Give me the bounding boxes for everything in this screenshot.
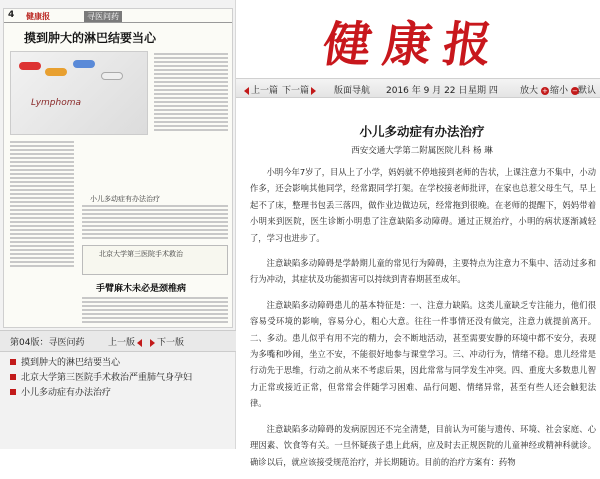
prev-edition-button[interactable]: 上一版 <box>108 335 144 348</box>
thumb-page-number: 4 <box>8 10 15 20</box>
next-article-button[interactable]: 下一篇 <box>282 83 318 96</box>
minus-icon: − <box>571 86 578 95</box>
article-author: 西安交通大学第二附属医院儿科 杨 琳 <box>351 146 493 156</box>
default-size-button[interactable]: 默认 <box>578 86 597 96</box>
article-title: 小儿多动症有办法治疗 <box>359 124 485 139</box>
paper-logo: 健康报 <box>319 17 508 73</box>
thumb-sub-headline[interactable]: 小儿多动症有办法治疗 <box>90 195 160 203</box>
paragraph: 小明今年7岁了，目从上了小学，妈妈就不停地接到老师的告状，上课注意力不集中，小动作多，还会影响其他同学，经常跟同学打架。在学校接老师批评，在家也总惹父母生气，早上起不了床，整理书包丢三落四，做作业边做边玩，经常拖到很晚。在老师的提醒下，妈妈带着小明来到医院，医生诊断小明患了注意缺陷多动障碍。通过正规治疗，小明的病状逐渐减轻了，学习也进步了。 <box>250 167 596 243</box>
paragraph: 注意缺陷多动障碍是学龄期儿童的常见行为障碍，主要特点为注意力不集中、活动过多和行为冲动，其症状及功能损害可以持续到青春期甚至成年。 <box>250 258 596 285</box>
thumb-sub-headline[interactable]: 北京大学第三医院手术救治 <box>99 250 183 258</box>
thumb-header <box>4 9 232 23</box>
toolbar <box>236 78 600 98</box>
issue-date: 2016 年 9 月 22 日 <box>386 86 468 96</box>
thumb-text-column <box>10 141 74 269</box>
pill-shape <box>45 68 67 76</box>
thumb-text-column <box>154 53 228 133</box>
article-list <box>0 354 236 399</box>
pill-shape <box>73 60 95 68</box>
thumb-photo <box>10 51 148 135</box>
thumb-text-column <box>82 205 228 241</box>
zoom-in-button[interactable]: 放大 + <box>520 86 548 96</box>
thumb-headline[interactable]: 摸到肿大的淋巴结要当心 <box>24 31 157 45</box>
pill-shape <box>101 72 123 80</box>
next-edition-button[interactable]: 下一版 <box>148 335 184 348</box>
article <box>244 100 600 467</box>
page-thumbnail[interactable] <box>3 8 233 328</box>
bullet-icon <box>10 359 16 365</box>
plus-icon: + <box>541 86 548 95</box>
zoom-out-button[interactable]: 缩小 − <box>550 86 578 96</box>
edition-nav <box>0 330 236 352</box>
thumb-paper-name: 健康报 <box>26 12 50 21</box>
edition-label: 第04版：寻医问药 <box>10 338 85 348</box>
list-item[interactable]: 小儿多动症有办法治疗 <box>0 384 236 399</box>
thumb-image-word: Lymphoma <box>31 98 81 108</box>
paragraph: 注意缺陷多动障碍的发病原因还不完全清楚，目前认为可能与遗传、环境、社会家庭、心理因素、饮食等有关。一旦怀疑孩子患上此病，应及时去正规医院的儿童神经或精神科就诊。确诊以后，就应该接受规范治疗，并长期随访。目前的治疗方案有：药物 <box>250 423 596 467</box>
paragraph: 注意缺陷多动障碍患儿的基本特征是：一、注意力缺陷。这类儿童缺乏专注能力，他们很容易受环境的影响，容易分心，粗心大意。往往一件事情还没有做完，注意力就提前离开。二、多动。患儿似乎有用不完的精力，会不断地活动，甚至需要安静的环境中都不安分，表现为多嘴和吵闹，坐立不安，不能很好地参与课堂学习。三、冲动行为，情绪不稳。患儿经常是行动先于思维，行动之前从来不考虑后果，因此常常与同学发生冲突。四、重度大多数患儿智力正常或接近正常，但常常会伴随学习困难、品行问题、情绪异常，甚至有些人还会触犯法律。 <box>250 299 596 409</box>
thumb-text-column <box>82 297 228 325</box>
arrow-left-icon <box>137 339 142 347</box>
list-item[interactable]: 北京大学第三医院手术救治严重肺气身孕妇 <box>0 369 236 384</box>
layout-nav-link[interactable]: 版面导航 <box>334 86 371 96</box>
arrow-right-icon <box>150 339 155 347</box>
masthead <box>236 0 600 73</box>
arrow-left-icon <box>244 87 249 95</box>
article-body <box>250 164 596 479</box>
pill-shape <box>19 62 41 70</box>
prev-article-button[interactable]: 上一篇 <box>242 83 278 96</box>
thumb-section-label: 寻医问药 <box>84 11 122 22</box>
left-panel <box>0 0 236 449</box>
arrow-right-icon <box>311 87 316 95</box>
thumb-box <box>82 245 228 275</box>
issue-weekday: 星期 四 <box>468 86 498 96</box>
list-item[interactable]: 摸到肿大的淋巴结要当心 <box>0 354 236 369</box>
bullet-icon <box>10 374 16 380</box>
thumb-headline-2[interactable]: 手臂麻木未必是颈椎病 <box>96 284 187 294</box>
bullet-icon <box>10 389 16 395</box>
